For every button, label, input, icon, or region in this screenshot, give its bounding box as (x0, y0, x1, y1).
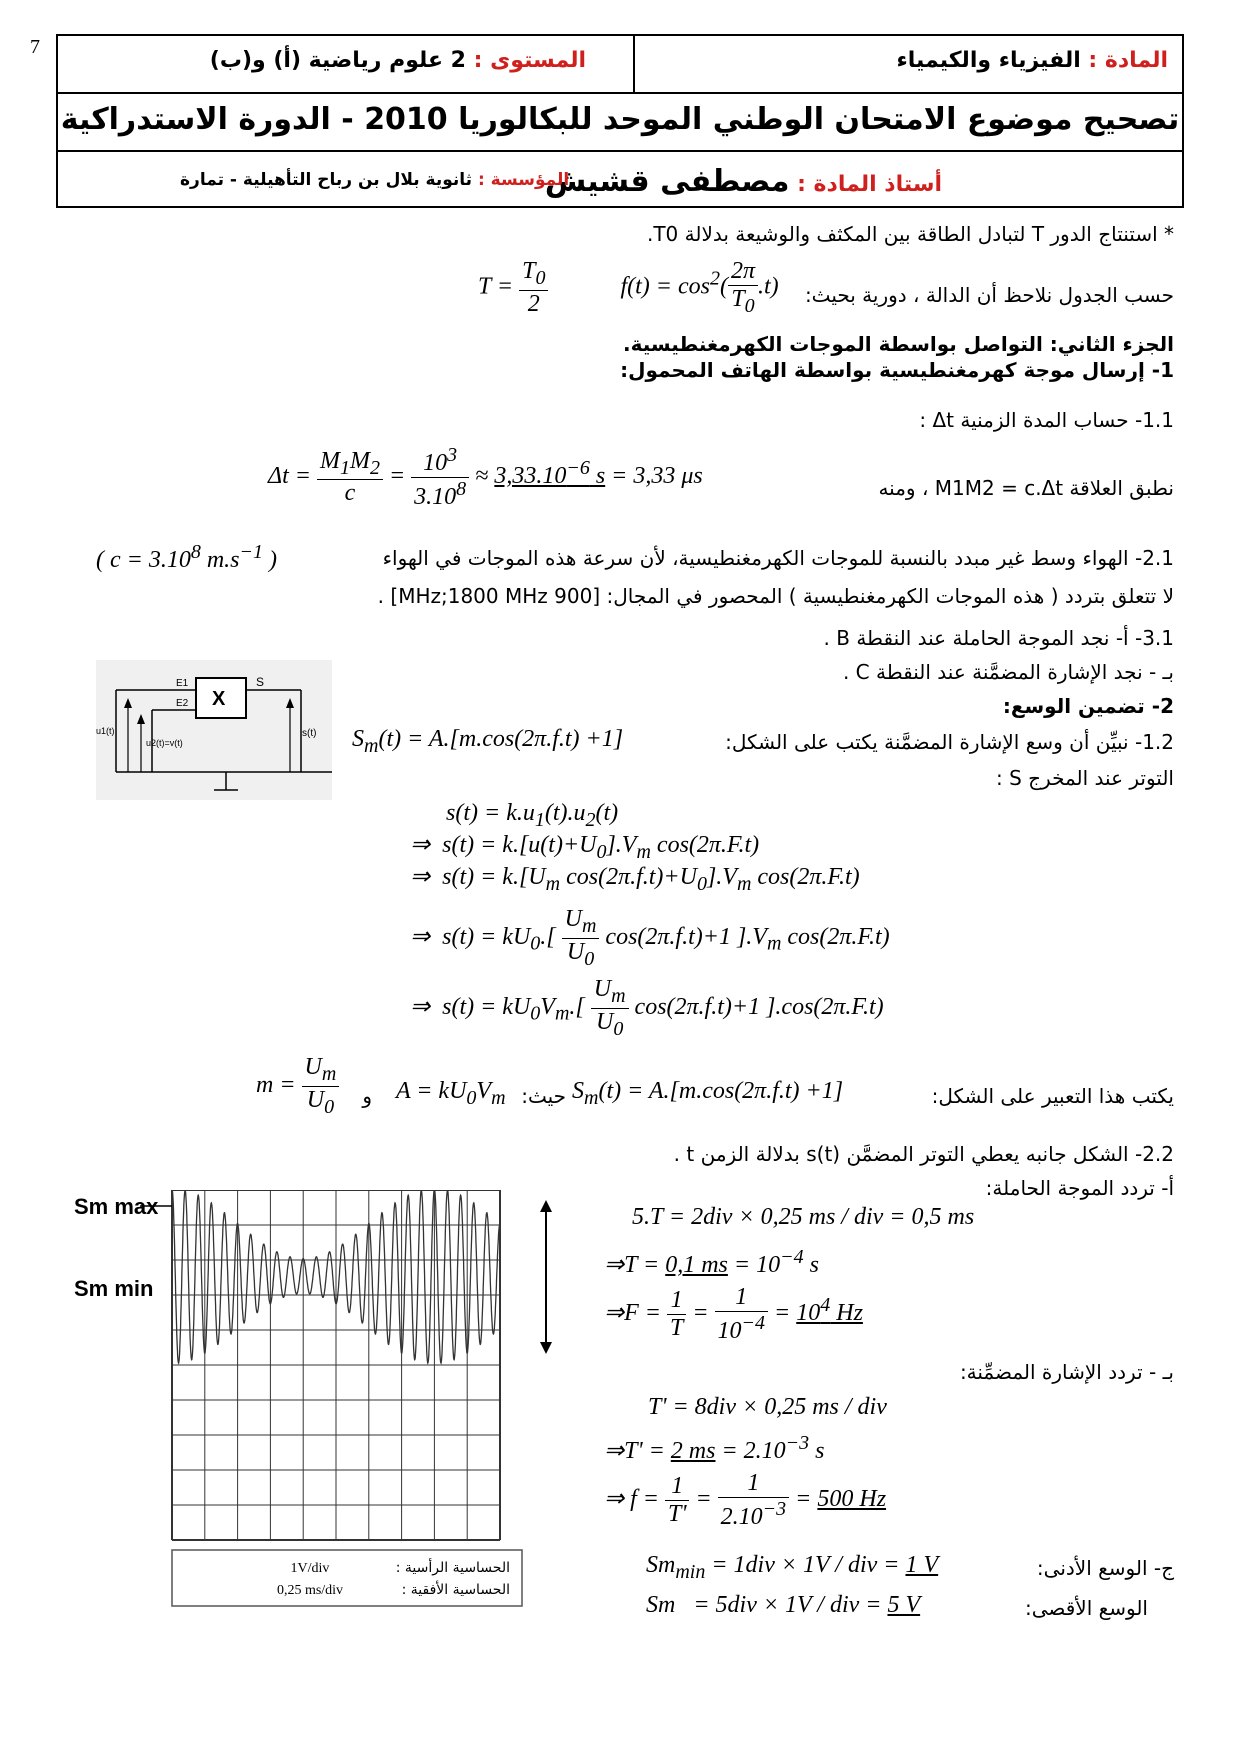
label-st: s(t) (302, 728, 317, 739)
label-s: S (256, 675, 265, 689)
subject: المادة : الفيزياء والكيمياء (896, 48, 1168, 73)
q21-b: لا تتعلق بتردد ( هذه الموجات الكهرمغنطيسية ) المحصور في المجال: [900 MHz;1800 MHz] . (377, 584, 1174, 608)
label-e1: E1 (176, 678, 189, 689)
carrier-1: 5.T = 2div × 0,25 ms / div = 0,5 ms (632, 1204, 975, 1230)
q12-b: التوتر عند المخرج S : (995, 766, 1174, 790)
label-u1-text: u1(t) (96, 726, 115, 736)
formula-delta-t: Δt = $\frac{M_1M_2}{c}$ = $\frac{10^3}{3.10^8}$ ≈ $3,33.10^{-6}$ s = 3,33 μs (268, 444, 703, 510)
q31-a: 3.1- أ- نجد الموجة الحاملة عند النقطة B . (823, 626, 1174, 650)
formula-c: ( $c = 3.10^8$ $m.s^{-1}$ ) (96, 541, 278, 573)
q22-a: أ- تردد الموجة الحاملة: (985, 1176, 1174, 1200)
formula-sm: $S_m(t) = A.[m.\cos(2\pi.f.t) +1]$ (352, 726, 624, 757)
header-box (56, 34, 1184, 208)
page-title: تصحيح موضوع الامتحان الوطني الموحد للبكالوريا 2010 - الدورة الاستدراكية (60, 102, 1180, 137)
q21-a: 2.1- الهواء وسط غير مبدد بالنسبة للموجات الكهرمغنطيسية، لأن سرعة هذه الموجات في الهواء (382, 546, 1174, 570)
teacher (545, 164, 942, 199)
sm-min-label: Sm min (74, 1276, 154, 1301)
sm-max-label: Sm max (74, 1194, 159, 1219)
subject-value: الفيزياء والكيمياء (896, 48, 1081, 73)
result-formula: $S_m(t) = A.[m.\cos(2\pi.f.t) +1]$ (572, 1078, 844, 1109)
vert-sens-value: 1V/div (290, 1561, 330, 1576)
intro-line-1: * استنتاج الدور T لتبادل الطاقة بين المكثف والوشيعة بدلالة T0. (646, 222, 1174, 246)
teacher-name: مصطفى قشيش (544, 164, 790, 199)
q22-c-max: الوسع الأقصى: (1024, 1596, 1148, 1620)
school (180, 170, 569, 190)
level-value: 2 علوم رياضية (أ) و(ب) (209, 48, 466, 73)
level: المستوى : 2 علوم رياضية (أ) و(ب) (209, 48, 586, 73)
modulator-circuit (96, 660, 332, 800)
section1-title: 1- إرسال موجة كهرمغنطيسية بواسطة الهاتف المحمول: (620, 358, 1174, 382)
deriv-2: ⇒ $s(t) = k.[u(t)+U_0].V_m$ cos(2π.F.t) (410, 832, 760, 863)
result-A: $A = kU_0V_m$ (396, 1078, 506, 1109)
intro-line-2: حسب الجدول نلاحظ أن الدالة ، دورية بحيث: (804, 283, 1174, 307)
sm-min: $Sm_{min} = 1div \times 1V$ / div = 1 V (646, 1552, 939, 1583)
q11: 1.1- حساب المدة الزمنية Δt : (919, 408, 1174, 432)
q22-b: بـ - تردد الإشارة المضمِّنة: (959, 1360, 1174, 1384)
formula-T: T = $\frac{T_0}{2}$ $f(t) = \cos^2$( $\frac{2\pi}{T_0}$ .t) (478, 258, 779, 317)
result-m: m = $\frac{U_m}{U_0}$ (256, 1054, 339, 1119)
mod-2: ⇒T' = 2 ms = $2.10^{-3}$ s (604, 1432, 825, 1464)
teacher-label: أستاذ المادة : (797, 172, 942, 197)
horiz-sens-value: 0,25 ms/div (276, 1583, 344, 1598)
subject-label: المادة (1104, 48, 1168, 73)
result-and: و (362, 1084, 372, 1108)
vert-sens-label: الحساسية الرأسية : (395, 1560, 510, 1576)
header-row-1 (58, 36, 1182, 94)
oscilloscope-figure (60, 1190, 560, 1610)
part2-title: الجزء الثاني: التواصل بواسطة الموجات الكهرمغنطيسية. (622, 332, 1174, 356)
deriv-1: $s(t) = k.u_1(t).u_2(t)$ (446, 800, 619, 831)
header-row-2 (58, 94, 1182, 152)
label-e2: E2 (176, 698, 189, 709)
deriv-3: ⇒ $s(t) = k.[U_m$ $\cos(2\pi.f.t)+U_0].V_m$ cos(2π.F.t) (410, 864, 860, 895)
carrier-2: ⇒T = 0,1 ms = $10^{-4}$ s (604, 1246, 819, 1278)
label-u2: u2(t)=v(t) (146, 738, 183, 748)
mod-3: ⇒ f = $\frac{1}{T'}$ = $\frac{1}{2.10^{-3}}$ = 500 Hz (604, 1470, 887, 1530)
horiz-sens-label: الحساسية الأفقية : (401, 1582, 510, 1598)
q22-c-min: ج- الوسع الأدنى: (1036, 1556, 1174, 1580)
carrier-3: ⇒F = $\frac{1}{T}$ = $\frac{1}{10^{-4}}$ = $10^4$ Hz (604, 1284, 863, 1344)
deriv-4: ⇒ $s(t) = kU_0$.[ $\frac{U_m}{U_0}$ cos(2π.f.t)+1 ]$.V_m$ cos(2π.F.t) (410, 906, 890, 970)
mod-1: T' = 8div × 0,25 ms / div (648, 1394, 887, 1420)
q22: 2.2- الشكل جانبه يعطي التوتر المضمَّن s(t) بدلالة الزمن t . (673, 1142, 1174, 1166)
deriv-5: ⇒ $s(t) = kU_0V_m$.[ $\frac{U_m}{U_0}$ cos(2π.f.t)+1 ].cos(2π.F.t) (410, 976, 884, 1040)
school-value: ثانوية بلال بن رباح التأهيلية - تمارة (180, 170, 473, 190)
q12: 1.2- نبيِّن أن وسع الإشارة المضمَّنة يكتب على الشكل: (725, 730, 1174, 754)
level-label: المستوى (490, 48, 586, 73)
q11-relation: نطبق العلاقة M1M2 = c.Δt ، ومنه (878, 476, 1174, 500)
school-label: المؤسسة : (477, 170, 570, 190)
block-x: X (212, 688, 226, 710)
section2-title: 2- تضمين الوسع: (1002, 694, 1174, 718)
result-text: يكتب هذا التعبير على الشكل: (931, 1084, 1174, 1108)
sm-max: Sm = 5div × 1V / div = 5 V (646, 1592, 921, 1618)
header-row-3 (58, 152, 1182, 208)
result-where: حيث: (521, 1084, 566, 1108)
page-number: 7 (30, 36, 40, 58)
q31-b: بـ - نجد الإشارة المضمَّنة عند النقطة C . (842, 660, 1174, 684)
